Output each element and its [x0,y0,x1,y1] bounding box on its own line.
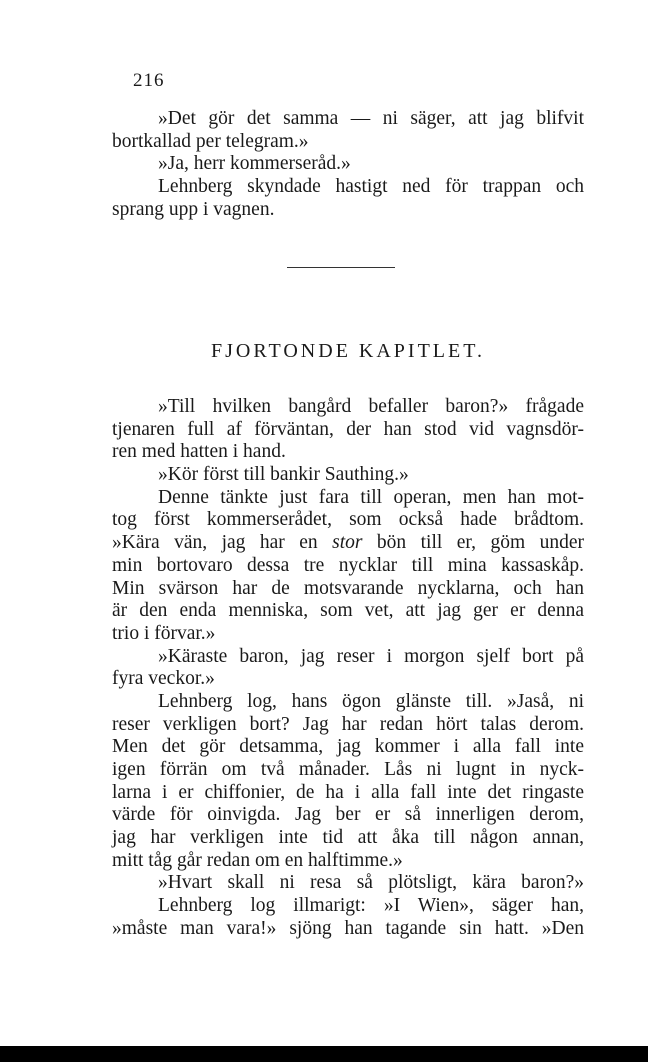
text-line: värde för oinvigda. Jag ber er så innerligen derom, [112,804,584,826]
text-line: trio i förvar.» [112,622,216,644]
emphasized-word: stor [332,532,363,554]
text-line: är den enda menniska, som vet, att jag ger er denna [112,600,584,622]
text-line: Men det gör detsamma, jag kommer i alla fall inte [112,736,584,758]
text-line: larna i er chiffonier, de ha i alla fall inte det ringaste [112,781,584,803]
scan-edge-bar [0,1046,648,1062]
text-line: Lehnberg skyndade hastigt ned för trappan och [158,176,584,198]
text-line: »måste man vara!» sjöng han tagande sin hatt. »Den [112,917,584,939]
top-text-block [112,108,584,221]
text-line: mitt tåg går redan om en halftimme.» [112,849,403,871]
text-line: jag har verkligen inte tid att åka till någon annan, [112,827,584,849]
text-line: Lehnberg log, hans ögon glänste till. »Jaså, ni [158,690,584,712]
text-line: Denne tänkte just fara till operan, men han mot- [158,486,584,508]
text-line: reser verkligen bort? Jag har redan hört talas derom. [112,713,584,735]
text-line: Lehnberg log illmarigt: »I Wien», säger han, [158,895,584,917]
text-line: »Det gör det samma — ni säger, att jag blifvit [158,108,584,129]
text-line: tjenaren full af förväntan, der han stod vid vagnsdör- [112,418,584,440]
text-line: »Kör först till bankir Sauthing.» [158,464,409,486]
text-line: »Käraste baron, jag reser i morgon sjelf bort på [158,645,584,667]
text-line: »Hvart skall ni resa så plötsligt, kära baron?» [158,872,584,894]
text-line: min bortovaro dessa tre nycklar till mina kassaskåp. [112,554,584,576]
text-line: »Till hvilken bangård befaller baron?» frågade [158,396,584,417]
section-divider [287,267,395,268]
text-line: »Ja, herr kommerseråd.» [158,153,351,175]
text-line: tog först kommerserådet, som också hade brådtom. [112,509,584,531]
text-segment: bön till er, göm under [362,532,585,554]
text-line [112,532,584,555]
text-line: fyra veckor.» [112,668,215,690]
text-line: Min svärson har de motsvarande nycklarna, och han [112,577,584,599]
page-number: 216 [133,70,165,91]
text-line: sprang upp i vagnen. [112,198,275,220]
text-line: igen förrän om två månader. Lås ni lugnt in nyck- [112,759,584,780]
text-line: ren med hatten i hand. [112,441,286,463]
body-text-block [112,396,584,941]
chapter-title: FJORTONDE KAPITLET. [211,340,485,362]
text-line: bortkallad per telegram.» [112,130,309,152]
text-segment: »Kära vän, jag har en [112,532,333,554]
